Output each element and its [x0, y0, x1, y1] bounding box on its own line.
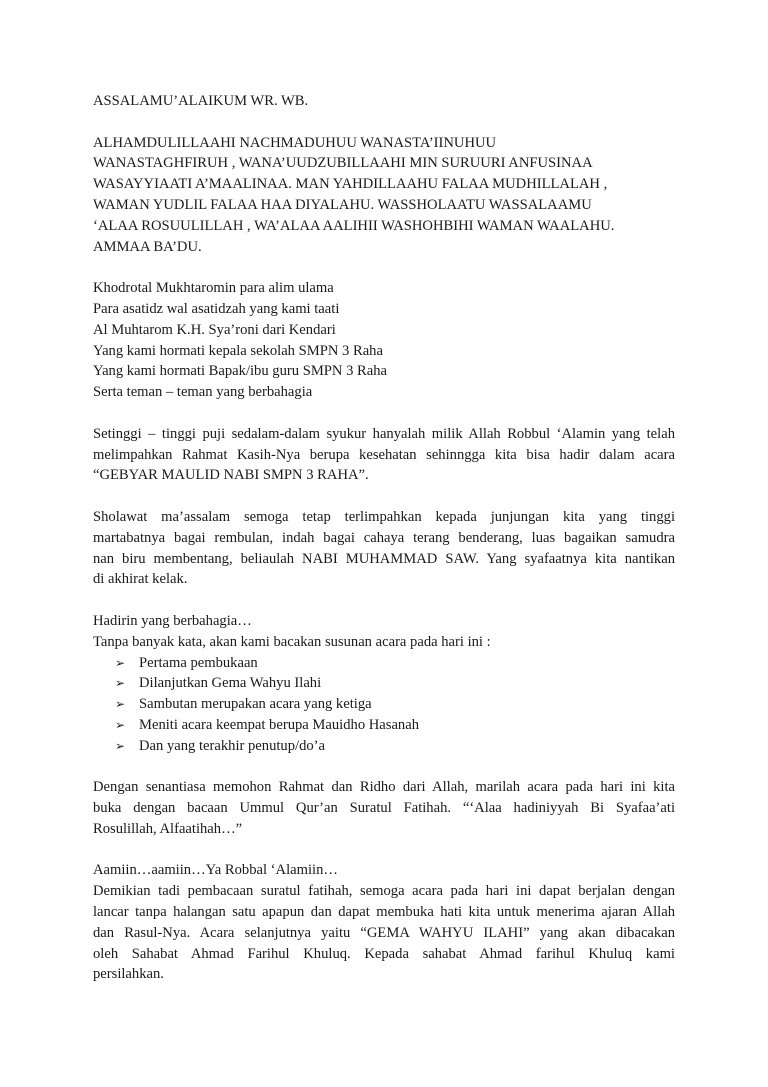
- opening-line: WASAYYIAATI A’MAALINAA. MAN YAHDILLAAHU FALAA MUDHILLALAH ,: [93, 176, 608, 193]
- closing-line: Demikian tadi pembacaan suratul fatihah, semoga acara pada hari ini dapat berjalan dengan: [93, 883, 675, 900]
- greeting-line: ASSALAMU’ALAIKUM WR. WB.: [93, 93, 309, 109]
- salutation-line: Para asatidz wal asatidzah yang kami taati: [93, 300, 340, 317]
- agenda-item: [93, 694, 675, 715]
- closing-line: persilahkan.: [93, 966, 164, 983]
- agenda-item: [93, 673, 675, 694]
- salutation-line: Al Muhtarom K.H. Sya’roni dari Kendari: [93, 321, 336, 338]
- agenda-list: [93, 653, 675, 757]
- praise-line: Setinggi – tinggi puji sedalam-dalam syukur hanyalah milik Allah Robbul ‘Alamin yang telah: [93, 425, 675, 442]
- opening-line: WANASTAGHFIRUH , WANA’UUDZUBILLAAHI MIN SURUURI ANFUSINAA: [93, 155, 593, 172]
- fatihah-paragraph: [93, 777, 675, 839]
- agenda-greeting: Hadirin yang berbahagia…: [93, 612, 252, 629]
- arrowhead-bullet-icon: ➢: [115, 697, 126, 712]
- opening-paragraph: [93, 133, 675, 258]
- praise-line: “GEBYAR MAULID NABI SMPN 3 RAHA”.: [93, 467, 369, 484]
- opening-line: ‘ALAA ROSUULILLAH , WA’ALAA AALIHII WASHOHBIHI WAMAN WAALAHU.: [93, 217, 615, 234]
- agenda-item-label: Meniti acara keempat berupa Mauidho Hasanah: [139, 716, 420, 733]
- agenda-item-label: Dan yang terakhir penutup/do’a: [139, 737, 326, 754]
- agenda-item: [93, 736, 675, 757]
- sholawat-line: nan biru membentang, beliaulah NABI MUHAMMAD SAW. Yang syafaatnya kita nantikan: [93, 550, 675, 567]
- salutation-line: Khodrotal Mukhtaromin para alim ulama: [93, 280, 334, 297]
- arrowhead-bullet-icon: ➢: [115, 655, 126, 670]
- salutation-line: Yang kami hormati Bapak/ibu guru SMPN 3 Raha: [93, 363, 388, 380]
- closing-line: oleh Sahabat Ahmad Farihul Khuluq. Kepada sahabat Ahmad farihul Khuluq kami: [93, 945, 675, 962]
- salutation-line: Yang kami hormati kepala sekolah SMPN 3 Raha: [93, 342, 383, 359]
- arrowhead-bullet-icon: ➢: [115, 676, 126, 691]
- sholawat-line: Sholawat ma’assalam semoga tetap terlimpahkan kepada junjungan kita yang tinggi: [93, 508, 675, 525]
- agenda-intro: [93, 611, 675, 653]
- closing-paragraph: [93, 860, 675, 985]
- opening-line: ALHAMDULILLAAHI NACHMADUHUU WANASTA’IINUHUU: [93, 134, 497, 151]
- fatihah-line: Dengan senantiasa memohon Rahmat dan Ridho dari Allah, marilah acara pada hari ini kita: [93, 779, 675, 796]
- document-page: [93, 91, 675, 1006]
- agenda-item: [93, 653, 675, 674]
- agenda-item-label: Pertama pembukaan: [139, 654, 258, 671]
- arrowhead-bullet-icon: ➢: [115, 738, 126, 753]
- amen-line: Aamiin…aamiin…Ya Robbal ‘Alamiin…: [93, 862, 338, 879]
- praise-line: melimpahkan Rahmat Kasih-Nya berupa kesehatan sehinngga kita bisa hadir dalam acara: [93, 446, 675, 463]
- sholawat-paragraph: [93, 507, 675, 590]
- fatihah-line: Rosulillah, Alfaatihah…”: [93, 820, 243, 837]
- opening-line: WAMAN YUDLIL FALAA HAA DIYALAHU. WASSHOLAATU WASSALAAMU: [93, 196, 592, 213]
- fatihah-line: buka dengan bacaan Ummul Qur’an Suratul Fatihah. “‘Alaa hadiniyyah Bi Syafaa’ati: [93, 800, 675, 817]
- salutations-block: [93, 278, 675, 403]
- sholawat-line: martabatnya bagai rembulan, indah bagai cahaya terang benderang, luas bagaikan samudra: [93, 529, 675, 546]
- praise-paragraph: [93, 424, 675, 486]
- closing-line: lancar tanpa halangan satu apapun dan dapat membuka hati kita untuk menerima ajaran Allah: [93, 904, 675, 921]
- sholawat-line: di akhirat kelak.: [93, 571, 188, 588]
- arrowhead-bullet-icon: ➢: [115, 717, 126, 732]
- agenda-item-label: Sambutan merupakan acara yang ketiga: [139, 696, 372, 713]
- agenda-item-label: Dilanjutkan Gema Wahyu Ilahi: [139, 675, 322, 692]
- salutation-line: Serta teman – teman yang berbahagia: [93, 384, 313, 401]
- closing-line: dan Rasul-Nya. Acara selanjutnya yaitu “GEMA WAHYU ILAHI” yang akan dibacakan: [93, 924, 675, 941]
- agenda-item: [93, 715, 675, 736]
- agenda-intro-line: Tanpa banyak kata, akan kami bacakan susunan acara pada hari ini :: [93, 633, 491, 650]
- opening-line: AMMAA BA’DU.: [93, 238, 202, 255]
